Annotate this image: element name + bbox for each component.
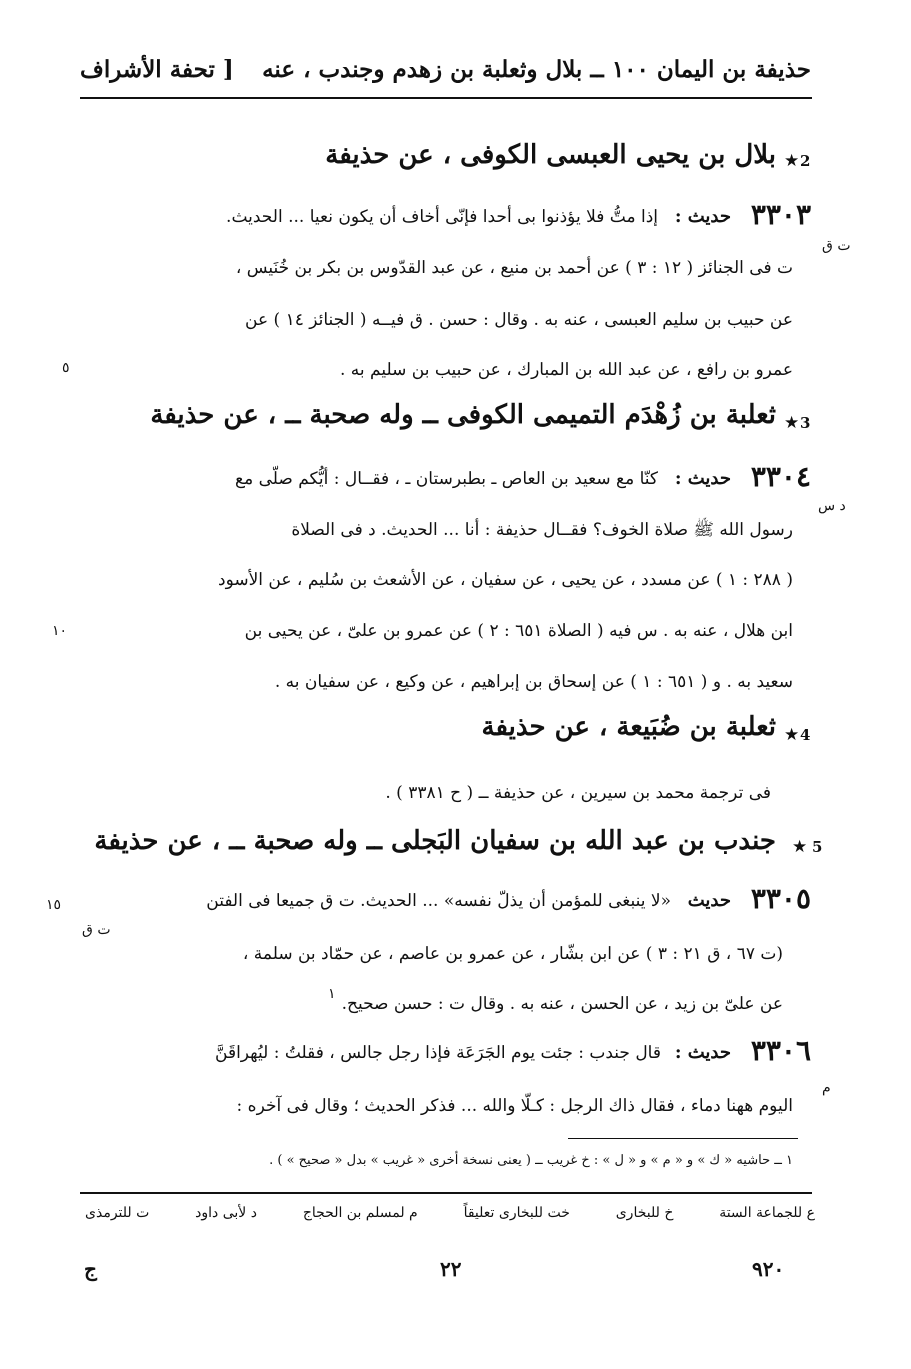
margin-siglum: م xyxy=(822,1080,831,1096)
hadith-text-line: «لا ينبغى للمؤمن أن يذلّ نفسه» ... الحديث. ت ق جميعا فى الفتن xyxy=(206,891,671,911)
legend-item: م لمسلم بن الحجاج xyxy=(302,1205,418,1221)
legend-item: خت للبخارى تعليقاً xyxy=(463,1205,570,1221)
section-number: 5 xyxy=(812,838,823,856)
margin-siglum: ت ق xyxy=(82,922,111,938)
hadith-label: حديث : xyxy=(674,1042,731,1063)
hadith-text-line: (ت ٦٧ ، ق ٢١ : ٣ ) عن ابن بشّار ، عن عمرو بن عاصم ، عن حمّاد بن سلمة ، xyxy=(242,944,783,964)
section-title: بلال بن يحيى العبسى الكوفى ، عن حذيفة xyxy=(325,140,776,170)
section-number: 2 xyxy=(800,152,811,170)
line-number: ٥ xyxy=(62,360,70,376)
legend-rule xyxy=(80,1192,812,1194)
footnote-marker: ١ xyxy=(328,986,336,1002)
hadith-text-line: ابن هلال ، عنه به . س فيه ( الصلاة ٦٥١ : ٢ ) عن عمرو بن علىّ ، عن يحيى بن xyxy=(244,621,793,641)
legend-item: خ للبخارى xyxy=(615,1205,674,1221)
hadith-number: ٣٣٠٦ xyxy=(750,1034,811,1067)
hadith-text-line: اليوم ههنا دماء ، فقال ذاك الرجل : كـلّا والله ... فذكر الحديث ؛ وقال فى آخره : xyxy=(236,1096,793,1116)
abbreviation-legend xyxy=(85,1205,815,1221)
hadith-label: حديث : xyxy=(674,206,731,227)
section-number: 4 xyxy=(800,726,811,744)
hadith-number: ٣٣٠٤ xyxy=(750,460,811,493)
header-rule xyxy=(80,97,812,99)
hadith-text-line: عن علىّ بن زيد ، عن الحسن ، عنه به . وقال ت : حسن صحيح. xyxy=(341,994,783,1014)
margin-siglum: ت ق xyxy=(822,238,851,254)
header-book-title: [ تحفة الأشراف xyxy=(80,56,234,83)
page-number-total: ٩٢٠ xyxy=(752,1257,785,1281)
hadith-text-line: سعيد به . و ( ٦٥١ : ١ ) عن إسحاق بن إبراهيم ، عن وكيع ، عن سفيان به . xyxy=(274,672,793,692)
page-number: ٢٢ xyxy=(440,1257,462,1281)
star-icon: ★ xyxy=(784,725,800,745)
section-title: ثعلبة بن ضُبَيعة ، عن حذيفة xyxy=(481,712,776,742)
hadith-label: حديث : xyxy=(674,468,731,489)
line-number: ١٥ xyxy=(46,897,62,913)
hadith-number: ٣٣٠٥ xyxy=(750,882,811,915)
star-icon: ★ xyxy=(784,413,800,433)
hadith-text-line: عن حبيب بن سليم العبسى ، عنه به . وقال : حسن . ق فيــه ( الجنائز ١٤ ) عن xyxy=(245,310,793,330)
section-title: ثعلبة بن زُهْدَم التميمى الكوفى ــ وله صحبة ــ ، عن حذيفة xyxy=(150,400,776,430)
legend-item: د لأبى داود xyxy=(195,1205,257,1221)
hadith-text-line: ( ٢٨٨ : ١ ) عن مسدد ، عن يحيى ، عن سفيان ، عن الأشعث بن سُليم ، عن الأسود xyxy=(218,570,793,590)
volume-letter: ج xyxy=(84,1257,97,1281)
line-number: ١٠ xyxy=(52,623,68,639)
hadith-text-line: إذا متُّ فلا يؤذنوا بى أحدا فإنّى أخاف أن يكون نعيا ... الحديث. xyxy=(226,207,658,227)
hadith-text-line: عمرو بن رافع ، عن عبد الله بن المبارك ، عن حبيب بن سليم به . xyxy=(339,360,793,380)
section-title: جندب بن عبد الله بن سفيان البَجلى ــ وله صحبة ــ ، عن حذيفة xyxy=(94,826,776,856)
legend-item: ع للجماعة الستة xyxy=(719,1205,815,1221)
footnote: ١ ــ حاشيه « ك » و « م » و « ل » : خ غريب ــ ( يعنى نسخة أخرى « غريب » بدل « صحيح » ) . xyxy=(269,1153,793,1168)
hadith-text-line: ت فى الجنائز ( ١٢ : ٣ ) عن أحمد بن منيع ، عن عبد القدّوس بن بكر بن خُنَيس ، xyxy=(235,258,793,278)
hadith-label: حديث xyxy=(687,890,731,911)
hadith-text-line: كنّا مع سعيد بن العاص ـ بطبرستان ـ ، فقــال : أيُّكم صلّى مع xyxy=(235,469,658,489)
hadith-number: ٣٣٠٣ xyxy=(750,198,811,231)
margin-siglum: د س xyxy=(818,498,846,514)
footnote-rule xyxy=(568,1138,798,1139)
cross-reference-line: فى ترجمة محمد بن سيرين ، عن حذيفة ــ ( ح ٣٣٨١ ) . xyxy=(385,783,771,803)
header-title: حذيفة بن اليمان ١٠٠ ــ بلال وثعلبة بن زهدم وجندب ، عنه xyxy=(262,56,811,83)
hadith-text-line: رسول الله ﷺ صلاة الخوف؟ فقــال حذيفة : أنا ... الحديث. د فى الصلاة xyxy=(291,520,793,540)
star-icon: ★ xyxy=(784,151,800,171)
legend-item: ت للترمذى xyxy=(85,1205,150,1221)
section-number: 3 xyxy=(800,414,811,432)
star-icon: ★ xyxy=(792,837,808,857)
hadith-text-line: قال جندب : جئت يوم الجَرَعَة فإذا رجل جالس ، فقلتُ : ليُهراقَنَّ xyxy=(215,1043,661,1063)
